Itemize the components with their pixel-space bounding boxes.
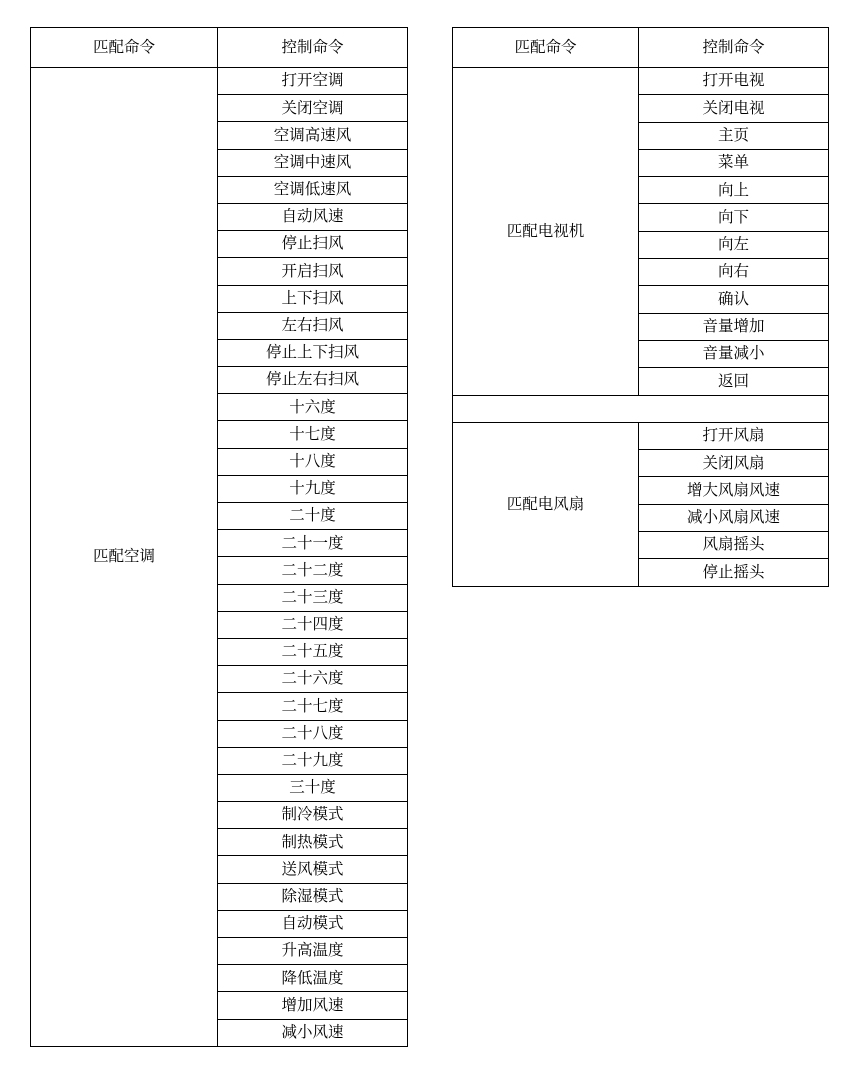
ac-command-cell: 十八度 [218, 448, 408, 475]
ac-command-cell: 停止扫风 [218, 231, 408, 258]
ac-command-cell: 二十四度 [218, 611, 408, 638]
ac-command-cell: 二十九度 [218, 747, 408, 774]
ac-command-cell: 二十二度 [218, 557, 408, 584]
ac-command-cell: 降低温度 [218, 965, 408, 992]
tv-command-cell: 向右 [639, 259, 829, 286]
ac-command-cell: 自动风速 [218, 203, 408, 230]
ac-command-cell: 关闭空调 [218, 95, 408, 122]
ac-header-control: 控制命令 [218, 28, 408, 68]
ac-command-cell: 十九度 [218, 475, 408, 502]
table-row [453, 68, 829, 95]
fan-command-cell: 打开风扇 [639, 422, 829, 449]
ac-command-cell: 二十一度 [218, 530, 408, 557]
ac-command-cell: 开启扫风 [218, 258, 408, 285]
tv-header-match: 匹配命令 [453, 28, 639, 68]
table-row [453, 422, 829, 449]
tv-command-cell: 向左 [639, 231, 829, 258]
ac-command-cell: 打开空调 [218, 68, 408, 95]
ac-command-cell: 送风模式 [218, 856, 408, 883]
ac-command-cell: 除湿模式 [218, 883, 408, 910]
fan-command-cell: 增大风扇风速 [639, 477, 829, 504]
tv-command-cell: 向下 [639, 204, 829, 231]
ac-command-cell: 减小风速 [218, 1019, 408, 1046]
ac-command-cell: 十六度 [218, 394, 408, 421]
spacer-row [453, 395, 829, 422]
tv-command-cell: 向上 [639, 177, 829, 204]
ac-command-cell: 停止上下扫风 [218, 339, 408, 366]
tv-fan-command-table [452, 27, 829, 587]
tv-group-label: 匹配电视机 [453, 68, 639, 396]
fan-command-cell: 关闭风扇 [639, 450, 829, 477]
tv-command-cell: 返回 [639, 368, 829, 395]
ac-command-cell: 空调中速风 [218, 149, 408, 176]
tv-command-cell: 音量减小 [639, 340, 829, 367]
ac-command-cell: 增加风速 [218, 992, 408, 1019]
tv-command-cell: 确认 [639, 286, 829, 313]
ac-command-cell: 二十六度 [218, 666, 408, 693]
ac-command-cell: 二十八度 [218, 720, 408, 747]
tv-command-cell: 关闭电视 [639, 95, 829, 122]
ac-command-cell: 十七度 [218, 421, 408, 448]
ac-command-cell: 二十五度 [218, 638, 408, 665]
ac-command-cell: 二十度 [218, 503, 408, 530]
ac-command-cell: 二十三度 [218, 584, 408, 611]
tv-command-cell: 打开电视 [639, 68, 829, 95]
fan-command-cell: 停止摇头 [639, 559, 829, 586]
tv-command-cell: 音量增加 [639, 313, 829, 340]
ac-command-cell: 升高温度 [218, 938, 408, 965]
ac-command-cell: 自动模式 [218, 910, 408, 937]
ac-command-table [30, 27, 408, 1047]
ac-group-label: 匹配空调 [31, 68, 218, 1047]
ac-command-cell: 上下扫风 [218, 285, 408, 312]
fan-command-cell: 减小风扇风速 [639, 504, 829, 531]
ac-command-cell: 制热模式 [218, 829, 408, 856]
ac-command-cell: 制冷模式 [218, 802, 408, 829]
tv-header-control: 控制命令 [639, 28, 829, 68]
ac-command-cell: 左右扫风 [218, 312, 408, 339]
ac-command-cell: 空调高速风 [218, 122, 408, 149]
ac-command-cell: 三十度 [218, 774, 408, 801]
spacer-cell [453, 395, 829, 422]
fan-command-cell: 风扇摇头 [639, 532, 829, 559]
tv-command-cell: 主页 [639, 122, 829, 149]
table-row [31, 68, 408, 95]
tv-command-cell: 菜单 [639, 149, 829, 176]
ac-command-cell: 二十七度 [218, 693, 408, 720]
ac-command-cell: 空调低速风 [218, 176, 408, 203]
fan-group-label: 匹配电风扇 [453, 422, 639, 586]
ac-header-match: 匹配命令 [31, 28, 218, 68]
ac-command-cell: 停止左右扫风 [218, 367, 408, 394]
